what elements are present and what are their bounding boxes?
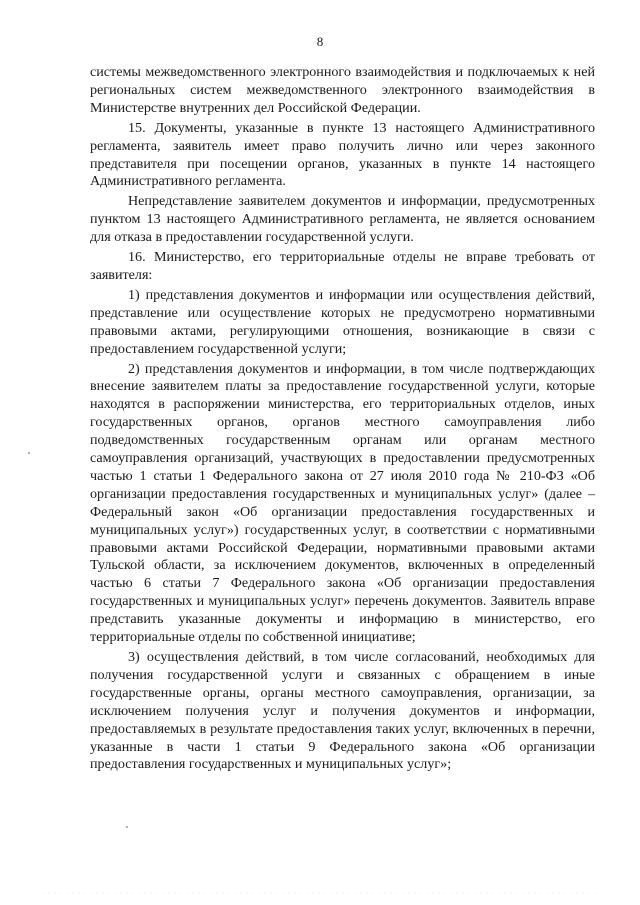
scan-speck xyxy=(28,452,30,454)
paragraph: 3) осуществления действий, в том числе согласований, необходимых для получения государственной услуги и связанных с обращением в иные государственные органы, органы местного самоуправления, организации, за исключением получения услуг и получения документов и информации, предоставляемых в результате предоставления таких услуг, включенных в перечни, указанные в части 1 статьи 9 Федерального закона «Об организации предоставления государственных и муниципальных услуг»; xyxy=(90,649,595,773)
page-number: 8 xyxy=(316,34,324,49)
paragraph: 15. Документы, указанные в пункте 13 настоящего Административного регламента, заявитель имеет право получить лично или через законного представителя при посещении органов, указанных в пункте 14 настоящего Административного регламента. xyxy=(90,119,595,190)
paragraph: системы межведомственного электронного взаимодействия и подключаемых к ней региональных систем межведомственного электронного взаимодействия в Министерстве внутренних дел Российской Федерации. xyxy=(90,64,595,116)
paragraph: Непредставление заявителем документов и информации, предусмотренных пунктом 13 настоящего Административного регламента, не является основанием для отказа в предоставлении государственной услуги. xyxy=(90,193,595,246)
scan-edge-noise xyxy=(40,892,600,894)
paragraph: 16. Министерство, его территориальные отделы не вправе требовать от заявителя: xyxy=(90,249,595,283)
paragraph: 1) представления документов и информации или осуществления действий, представление или осуществление которых не предусмотрено нормативными правовыми актами, регулирующими отношения, возникающие в связи с предоставлением государственной услуги; xyxy=(90,286,595,357)
paragraph: 2) представления документов и информации, в том числе подтверждающих внесение заявителем платы за предоставление государственной услуги, которые находятся в распоряжении министерства, его территориальных отделов, иных государственных органов, органов местного самоуправления либо подведомственных государственным органам или органам местного самоуправления организаций, участвующих в предоставлении предусмотренных частью 1 статьи 1 Федерального закона от 27 июля 2010 года № 210-ФЗ «Об организации предоставления государственных и муниципальных услуг» (далее – Федеральный закон «Об организации предоставления государственных и муниципальных услуг») государственных услуг, в соответствии с нормативными правовыми актами Российской Федерации, нормативными правовыми актами Тульской области, за исключением документов, включенных в определенный частью 6 статьи 7 Федерального закона «Об организации предоставления государственных и муниципальных услуг» перечень документов. Заявитель вправе представить указанные документы и информацию в министерство, его территориальные отделы по собственной инициативе; xyxy=(90,360,595,646)
document-body xyxy=(90,64,595,774)
scan-speck xyxy=(126,826,128,828)
